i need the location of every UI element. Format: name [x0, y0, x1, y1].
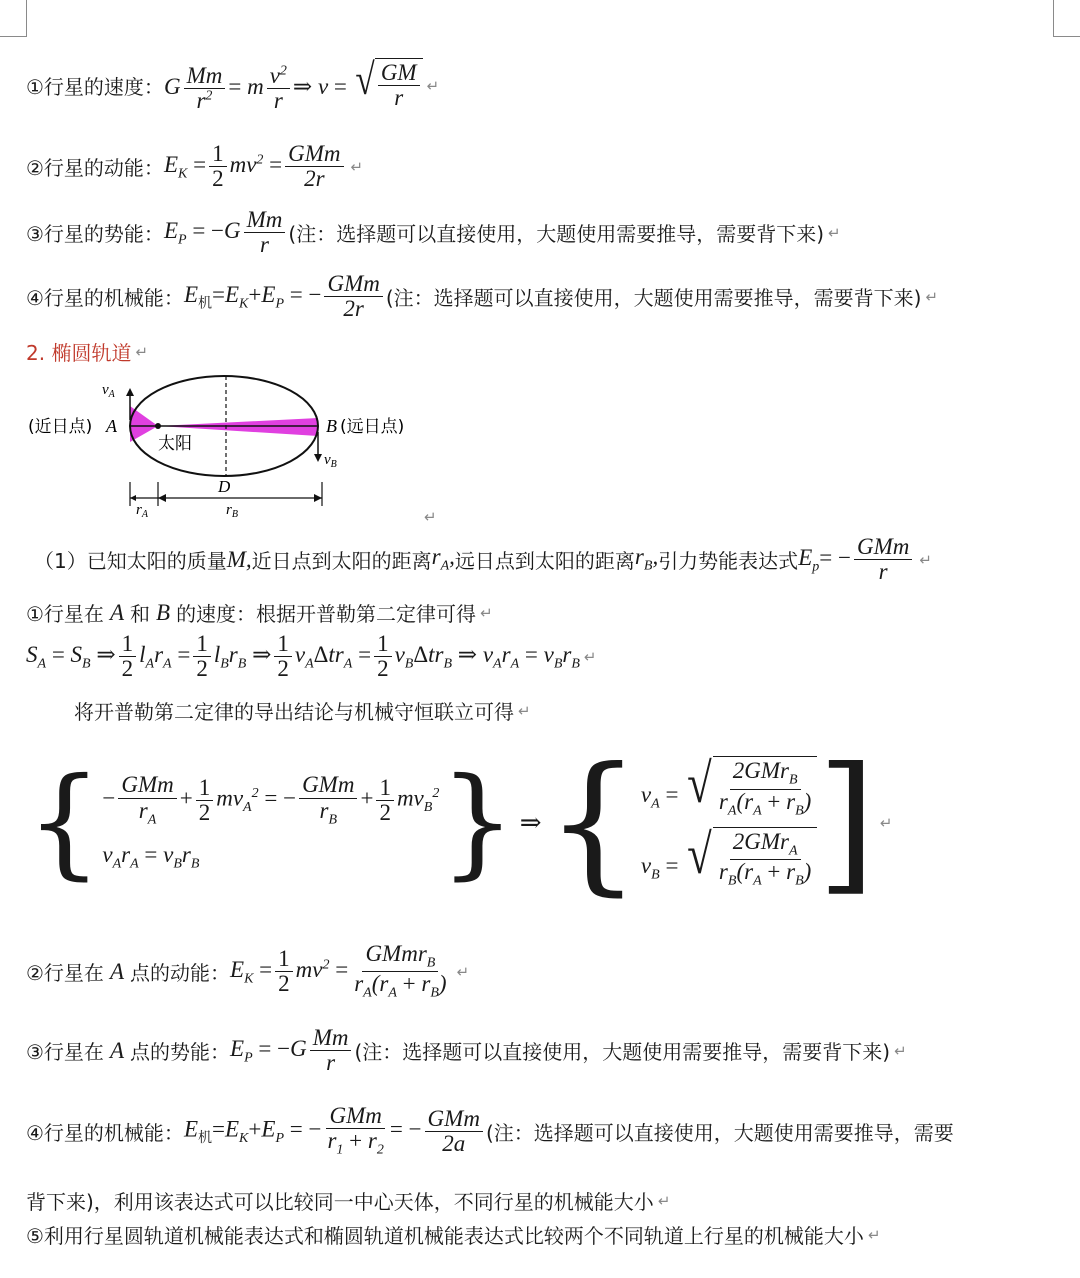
formula-kepler: $S_A = S_B$ ⇒ $\frac{1}{2}$ $l_Ar_A$ = $\frac{1}{2}$ $l_Br_B$ ⇒ $\frac{1}{2}$ $v_A\Delta tr_A$ = $\frac{1}{2}$ $v_B\Delta tr_B$ ⇒ $v_Ar_A = v_Br_B$	[26, 631, 580, 682]
return-mark: ↵	[879, 814, 893, 832]
return-mark: ↵	[480, 603, 493, 622]
note-mechanical-cont: 背下来)，利用该表达式可以比较同一中心天体，不同行星的机械能大小	[26, 1190, 654, 1214]
mechanical-ellipse-cont	[26, 1186, 670, 1215]
note-mechanical-ellipse: (注：选择题可以直接使用，大题使用需要推导，需要	[485, 1120, 954, 1145]
combine-text-line	[74, 696, 531, 725]
label-potential: ③行星的势能：	[26, 222, 164, 247]
label-vA: $v_A$	[102, 382, 115, 400]
formula-line-potential	[26, 208, 841, 257]
vA-solution: $v_A$ = √ $\frac{2GMr_B}{r_A(r_A + r_B)}$	[641, 756, 817, 819]
left-brace: {	[26, 753, 103, 892]
formula-grav-potential: $E_p=$ − $\frac{\text{GMm}}{r}$	[798, 535, 915, 584]
label-kinetic-A-2: 点的动能：	[130, 961, 230, 986]
label-and: 和	[130, 602, 150, 626]
label-mechanical-ellipse: ④行星的机械能：	[26, 1120, 184, 1145]
symbol-A: A	[109, 1037, 124, 1063]
label-rA: $r_A$	[136, 502, 148, 520]
symbol-A: A	[109, 958, 124, 984]
formula-kinetic-A: $E_K$ = $\frac{1}{2}$ $mv^2$ = $\frac{GMmr_B}{r_A(r_A + r_B)}$	[230, 941, 447, 1001]
note-potential: (注：选择题可以直接使用，大题使用需要推导，需要背下来)	[288, 222, 825, 247]
label-point-B: B	[326, 416, 337, 436]
return-mark: ↵	[925, 287, 939, 306]
label-vB: $v_B$	[324, 452, 337, 470]
formula-line-kinetic	[26, 142, 363, 191]
return-mark: ↵	[657, 1191, 671, 1210]
given-text-1: （1）已知太阳的质量	[34, 549, 227, 574]
return-mark: ↵	[350, 157, 364, 176]
note-mechanical: (注：选择题可以直接使用，大题使用需要推导，需要背下来)	[385, 286, 922, 311]
return-mark: ↵	[919, 550, 932, 569]
return-mark: ↵	[583, 647, 597, 666]
mechanical-ellipse-line	[26, 1104, 954, 1158]
speed-AB-line	[26, 598, 493, 627]
symbol-B: B	[156, 599, 171, 625]
label-sun: 太阳	[158, 434, 192, 454]
ellipse-orbit-diagram	[26, 370, 446, 530]
given-text-4: 引力势能表达式	[658, 549, 799, 574]
symbol-rA: $r_A$,	[431, 544, 455, 574]
section-title: 2. 椭圆轨道	[26, 341, 132, 365]
implies-arrow: ⇒	[519, 808, 542, 837]
return-mark: ↵	[456, 962, 470, 981]
formula-mechanical: $E_机=E_K+E_P$ = − $\frac{\text{GMm}}{2r}$	[184, 272, 386, 321]
formula-speed: G $\frac{Mm}{r^2}$ = m $\frac{v^2}{r}$ ⇒ v = √ $\frac{GM}{r}$	[164, 58, 423, 113]
formula-line-mechanical	[26, 272, 938, 321]
return-mark: ↵	[867, 1225, 881, 1244]
kepler-eq: $v_Ar_A = v_Br_B$	[102, 841, 200, 872]
formula-mechanical-ellipse: $E_机=E_K+E_P$ = − $\frac{\text{GMm}}{r_1 + r_2}$ = − $\frac{\text{GMm}}{2a}$	[184, 1104, 486, 1158]
given-text-2: 近日点到太阳的距离	[251, 549, 432, 574]
symbol-M: M,	[226, 546, 252, 572]
symbol-rB: $r_B$,	[634, 544, 659, 574]
page-corner-mark-right	[1053, 0, 1080, 37]
vB-solution: $v_B$ = √ $\frac{2GMr_A}{r_B(r_A + r_B)}$	[641, 827, 817, 890]
label-kinetic-A-1: ②行星在	[26, 961, 104, 986]
energy-conservation-eq: − $\frac{\text{GMm}}{r_A}$ + $\frac{1}{2}$ $mv_A^2$ = − $\frac{\text{GMm}}{r_B}$ + $\frac{1}{2}$ $mv_B^2$	[102, 772, 440, 828]
sun-dot	[155, 423, 161, 429]
label-point-A: A	[106, 416, 117, 436]
note-potential-A: (注：选择题可以直接使用，大题使用需要推导，需要背下来)	[354, 1040, 891, 1065]
compare-line	[26, 1220, 881, 1249]
label-speed-AB-2: 的速度：根据开普勒第二定律可得	[176, 602, 477, 626]
formula-potential: $E_P = -G$ $\frac{Mm}{r}$	[164, 208, 288, 257]
label-speed-AB-1: ①行星在	[26, 602, 104, 626]
formula-potential-A: $E_P = -G$ $\frac{Mm}{r}$	[230, 1026, 354, 1075]
label-potential-A-1: ③行星在	[26, 1040, 104, 1065]
combine-text: 将开普勒第二定律的导出结论与机械守恒联立可得	[74, 700, 514, 724]
label-rB: $r_B$	[226, 502, 238, 520]
return-mark: ↵	[426, 76, 440, 95]
label-potential-A-2: 点的势能：	[130, 1040, 230, 1065]
return-mark: ↵	[894, 1041, 907, 1060]
given-conditions-line	[34, 535, 932, 584]
return-mark: ↵	[518, 701, 531, 720]
return-mark: ↵	[828, 223, 841, 242]
compare-text: ⑤利用行星圆轨道机械能表达式和椭圆轨道机械能表达式比较两个不同轨道上行星的机械能大小	[26, 1224, 864, 1248]
formula-line-speed	[26, 55, 440, 114]
section-heading-ellipse	[26, 337, 148, 366]
symbol-A: A	[109, 599, 124, 625]
velocity-arrow-A	[126, 388, 134, 396]
kinetic-A-line	[26, 942, 469, 1002]
potential-A-line	[26, 1026, 907, 1075]
label-aphelion: (远日点)	[340, 417, 405, 437]
kepler-formula-line	[26, 632, 596, 681]
system-equations	[26, 736, 893, 910]
label-perihelion: (近日点)	[28, 417, 93, 437]
label-mechanical: ④行星的机械能：	[26, 286, 184, 311]
right-bracket: ]	[817, 736, 876, 910]
page-corner-mark-left	[0, 0, 27, 37]
return-mark: ↵	[135, 342, 149, 361]
given-text-3: 远日点到太阳的距离	[454, 549, 635, 574]
left-brace-2: {	[545, 736, 641, 910]
label-speed: ①行星的速度：	[26, 75, 164, 100]
velocity-arrow-B	[314, 454, 322, 462]
right-brace: }	[439, 753, 516, 892]
formula-kinetic: $E_K$ = $\frac{1}{2}$ $mv^2$ = $\frac{\text{GMm}}{2r}$	[164, 142, 347, 191]
return-mark: ↵	[424, 508, 437, 526]
label-kinetic: ②行星的动能：	[26, 156, 164, 181]
label-point-D: D	[218, 477, 231, 496]
